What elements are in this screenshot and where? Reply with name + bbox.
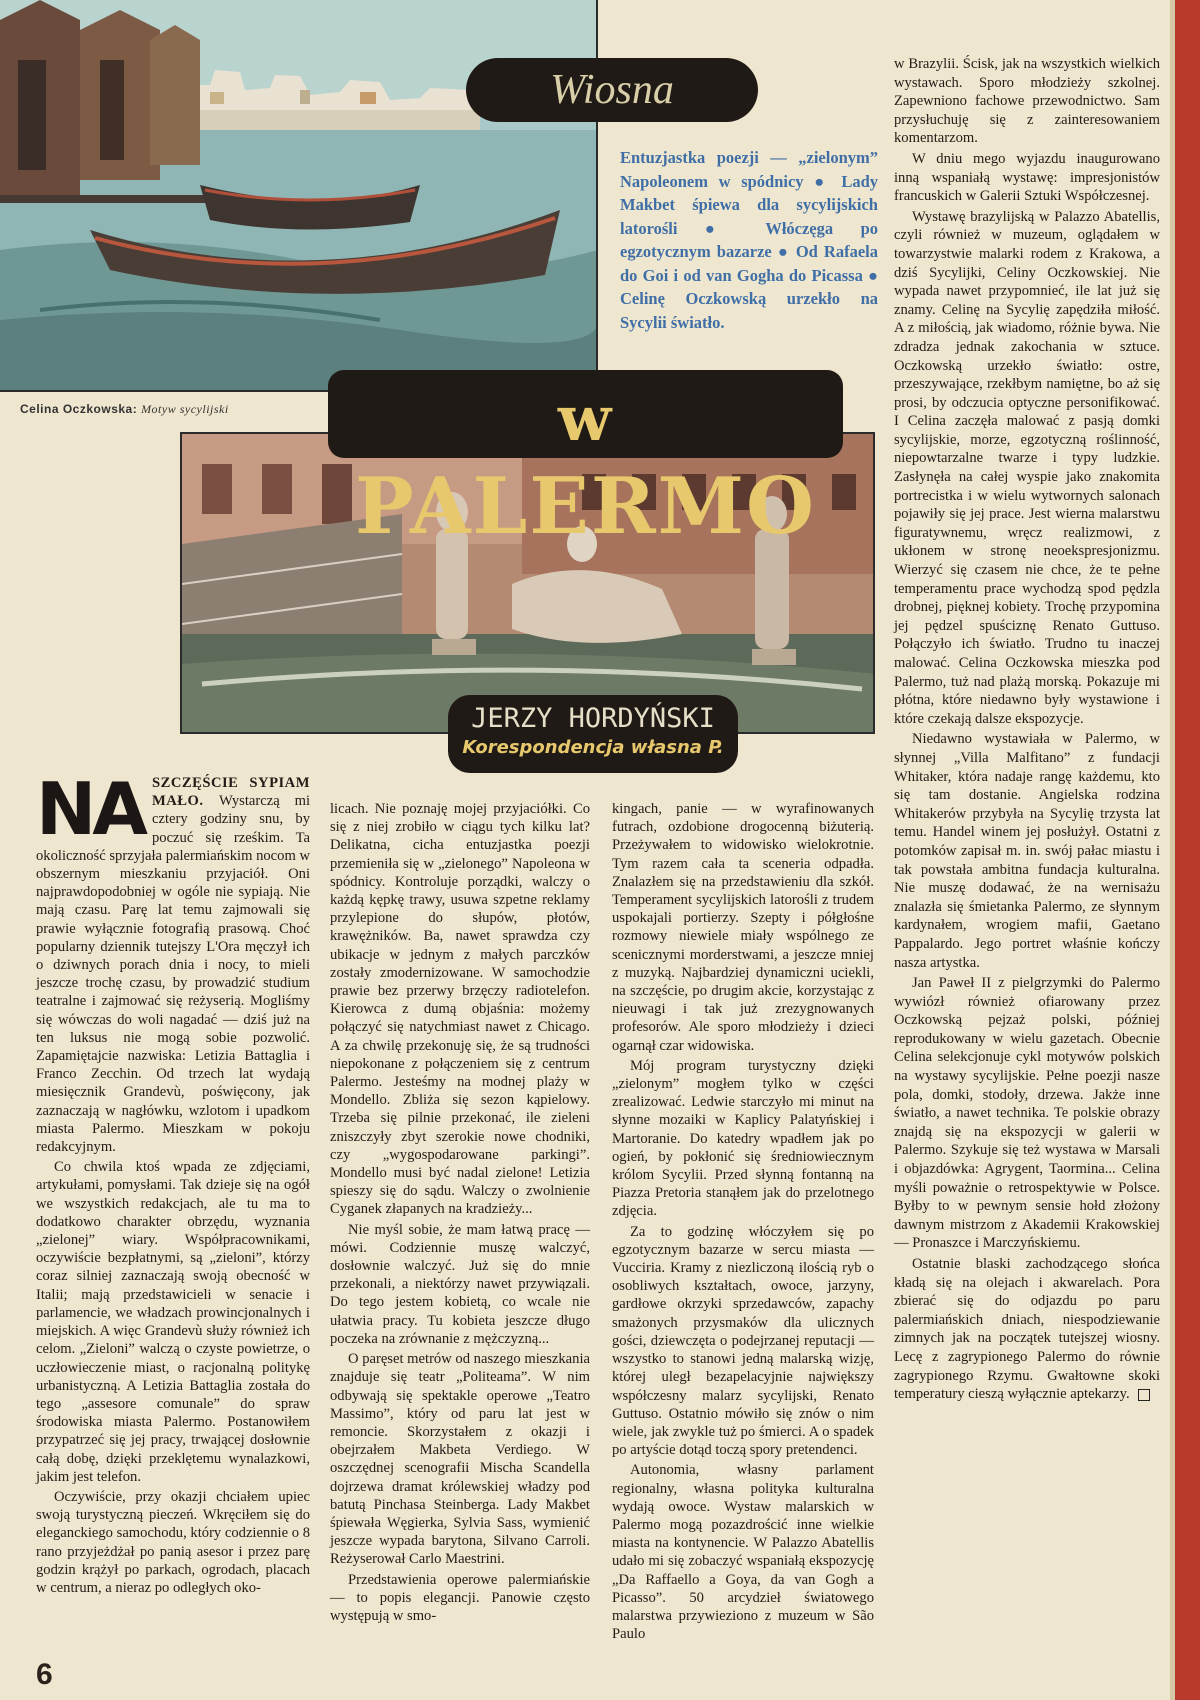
author-name: JERZY HORDYŃSKI: [471, 703, 715, 734]
article-paragraph: W dniu mego wyjazdu inaugurowano inną wspaniałą wystawę: impresjonistów francuskich w Galerii Sztuki Współczesnej.: [894, 150, 1160, 205]
palermo-title: PALERMO: [355, 461, 816, 552]
page-edge-stripe: [1170, 0, 1200, 1700]
article-paragraph: licach. Nie poznaję mojej przyjaciółki. Co się z niej zrobiło w ciągu tych kilku lat? Delikatna, cicha entuzjastka poezji przemieniła się w „zielonego” Napoleona w spódnicy. Kontroluje porządki, walczy o każdą kępkę trawy, usuwa szpetne reklamy przylepione do słupów, płotów, krawężników. Ba, nawet sprawdza czy ubikacje w jednym z małych parczków zostały zmodernizowane. W samochodzie prawie bez przerwy brzęczy radiotelefon. Kierowca z dumą objaśnia: możemy połączyć się natychmiast nawet z Chicago. A za chwilę przekonuję się, że są trudności niepokonane z połączeniem się z centrum Palermo. Jesteśmy na modnej plaży w Mondello. Zbliża się sezon kąpielowy. Trzeba się pilnie przekonać, ile zieleni zniszczyły zbyt szerokie nowe chodniki, czy „wygospodarowane parkingi”. Mondello musi być nadal zielone! Letizia spieszy się do sądu. Walczy o zwolnienie Cyganek złapanych na kradzieży...: [330, 801, 590, 1218]
author-banner: [448, 695, 738, 773]
article-paragraph: Przedstawienia operowe palermiańskie — to popis elegancji. Panowie często występują w smo-: [330, 1571, 590, 1624]
article-column-4: [894, 55, 1160, 1406]
page-number: 6: [36, 1658, 53, 1691]
painting-caption: [20, 402, 229, 417]
wiosna-banner: Wiosna: [466, 58, 758, 122]
closing-text: Ostatnie blaski zachodzącego słońca kładą się na olejach i akwarelach. Pora zbierać się do odjazdu po paru palermiańskich dniach, niespodziewanie zimnych jak na początek tutejszej wiosny. Lecę z zagrypionego Palermo do równie zagrypionego Rzymu. Gwałtowne skoki temperatury cieszą wyłącznie aptekarzy.: [894, 1256, 1160, 1403]
palermo-prefix: w: [557, 382, 614, 455]
article-paragraph: Autonomia, własny parlament regionalny, własna polityka kulturalna wydają owoce. Wystaw malarskich w Palermo mogą pozazdrościć inne wielkie miasta na kontynencie. W Palazzo Abatellis udało mi się zobaczyć wspaniałą ekspozycję „Da Raffaello a Goya, da van Gogh a Picasso”. 50 arcydzieł światowego malarstwa przywieziono z muzeum w São Paulo: [612, 1462, 874, 1643]
article-paragraph: Niedawno wystawiała w Palermo, w słynnej „Villa Malfitano” z fundacji Whitaker, która nadaje rangę każdemu, kto się tam dostanie. Angielska rodzina Whitakerów przybyła na Sycylię trzysta lat temu. Handel winem jej posłużył. Ostatni z potomków zapisał m. in. swój pałac miastu i tak powstała ambitna fundacja kulturalna. Nie muszę dodawać, że na wernisażu znalazła się śmietanka Palermo, ze słynnym kardynałem, wrogiem mafii, Gaetano Pappalardo. Jego portret właśnie kończy nasza artystka.: [894, 731, 1160, 971]
article-paragraph: Jan Paweł II z pielgrzymki do Palermo wywiózł również ofiarowany przez Oczkowską pejzaż polski, później reprodukowany w wielu gazetach. Obecnie Celina selekcjonuje cykl motywów polskich na wystawy sycylijskie. Pełne poezji nasze pola, domki, stodoły, drzewa. Jakże inne światło, a nawet technika. Te polskie obrazy znajdą się na ekspozycji w galerii w Palermo. Szykuje się też wystawa w Marsali i objazdówka: Agrygent, Taormina... Celina myśli poważnie o retrospektywie w Polsce. Byłby to w pewnym sensie hołd złożony dawnym mistrzom z Akademii Krakowskiej — Pronaszce i Marczyńskiemu.: [894, 975, 1160, 1252]
article-paragraph: Za to godzinę włóczyłem się po egzotycznym bazarze w sercu miasta — Vucciria. Kramy z niezliczoną ilością ryb o osobliwych kształtach, owoce, jarzyny, gardłowe okrzyki sprzedawców, zapachy smażonych przysmaków dla ulicznych gości, dziewczęta o podejrzanej reputacji — wszystko to stanowi jedną malarską wizję, której uległ bezapelacyjnie największy współczesny malarz sycylijski, Renato Guttuso. Ostatnio mówiło się znów o nim wiele, jak zwykle tuż po śmierci. A o spadek po artyście dotąd toczą spory pretendenci.: [612, 1223, 874, 1459]
article-paragraph: [894, 1255, 1160, 1404]
opening-caps: SZCZĘŚCIE SYPIAM MAŁO.: [151, 775, 310, 810]
article-paragraph: Mój program turystyczny dzięki „zielonym” mogłem tylko w części zrealizować. Ledwie starczyło mi minut na słynne mozaiki w Kaplicy Palatyńskiej i Martoranie. Do katedry wpadłem jak po ogień, by pokłonić się średniowiecznym królom Sycylii. Przed słynną fontanną na Piazza Pretoria stanąłem jak do przelotnego zdjęcia.: [612, 1057, 874, 1220]
palermo-title-banner: [328, 370, 843, 552]
correspondence-label: Korespondencja własna P.: [462, 737, 724, 758]
article-paragraph: kingach, panie — w wyrafinowanych futrach, ozdobione drogocenną biżuterią. Przeżywałem to widowisko wielokrotnie. Tym razem cała ta sceneria odpadła. Znalazłem się na przedstawieniu dla szkół. Temperament sycylijskich latorośli z trudem uspokajali portierzy. Szepty i półgłośne rozmowy niewiele miały wspólnego ze scenicznymi morderstwami, a jeszcze mniej z muzyką. Najbardziej dynamiczni uciekli, na szczęście, po drugim akcie, korzystając z nieuwagi i tak już zrezygnowanych profesorów. Ale sporo młodzieży i dzieci ogarnął czar widowiska.: [612, 801, 874, 1054]
article-column-1: [36, 767, 310, 1599]
article-paragraph: O paręset metrów od naszego mieszkania znajduje się teatr „Politeama”. W nim odbywają się spektakle operowe „Teatro Massimo”, który od paru lat jest w remoncie. Skorzystałem z okazji i obejrzałem Makbeta Verdiego. W oszczędnej scenografii Mischa Scandella dojrzewa dramat królewskiej władzy pod batutą Pinchasa Steinberga. Lady Makbet śpiewała Węgierka, Sylvia Sass, wymienić jeszcze wypada barytona, Silvano Carroli. Reżyserował Carlo Maestrini.: [330, 1351, 590, 1568]
article-column-2: [330, 800, 590, 1627]
end-mark-icon: [1138, 1389, 1150, 1401]
caption-artist: Celina Oczkowska:: [20, 402, 138, 416]
article-paragraph: Co chwila ktoś wpada ze zdjęciami, artykułami, pomysłami. Tak dzieje się na ogół we wszystkich redakcjach, ale tu ma to dodatkowo charakter obrzędu, wyznania „zielonej” wiary. Współpracownikami, oczywiście bezpłatnymi, są „zieloni”, którzy coraz silniej zaznaczają swoją obecność w Italii; mają przedstawicieli w senacie i parlamencie, we władzach prowincjonalnych i miejskich. A więc Grandevù służy również ich celom. „Zieloni” walczą o czyste powietrze, o uczłowieczenie miast, o racjonalną politykę urbanistyczną. A Letizia Battaglia została do tego „assesore comunale” do spraw środowiska miasta Palermo. Postanowiłem przypatrzeć się jej pracy, trwającej dosłownie całą dobę, dzięki przeklętemu wynalazkowi, jakim jest telefon.: [36, 1159, 310, 1485]
article-paragraph: Wystawę brazylijską w Palazzo Abatellis, czyli również w muzeum, oglądałem w towarzystwie malarki rodem z Krakowa, a dziś Sycylijki, Celiny Oczkowskiej. Nie wypada nawet przypomnieć, ile lat już się znamy. Celinę na Sycylię zapędziła miłość. A z miłością, jak wiadomo, różnie bywa. Nie zdradza jednak zakochania w sztuce. Oczkowską urzekło światło: ostre, przeszywające, rzekłbym namiętne, bo aż się prosi, by odczucia optyczne personifikować. I Celina zaczęła malować z pasją domki sycylijskie, morze, egzotyczną roślinność, niepowtarzalne twarze i typy ludzkie. Zasłynęła na całej wyspie jako znakomita portrecistka i w wielu wytwornych salonach pojawiły się jej prace. Jest wierna malarstwu figuratywnemu, wręcz realizmowi, z ukłonem w stronę neoekspresjonizmu. Wierzyć się czasem nie chce, że te pełne temperamentu prace wychodzą spod pędzla drobnej, pięknej kobiety. Trochę przypomina jej pędzel spuściznę Renato Guttuso. Połączyło ich światło. Trudno tu inaczej malować. Celina Oczkowska mieszka pod Palermo, tuż nad plażą morską. Pokazuje mi płótna, które niedawno były wystawione i które czekają dalsze ekspozycje.: [894, 208, 1160, 727]
opening-text: Wystarczą mi cztery godziny snu, by poczuć się rześkim. Ta okoliczność sprzyjała palermiańskim nocom w obszernym mieszkaniu przyjaciół. Oni najprawdopodobniej w ogóle nie sypiają. Nie mają czasu. Parę lat temu zajmowali się prawie wyłącznie fotografią prasową. Choć popularny dziennik tutejszy L'Ora męczył ich o dziwnych porach dnia i nocy, to mieli jeszcze trochę czasu, by prowadzić studium teatralne i zajmować się reżyserią. Mogliśmy się wówczas do woli nagadać — dziś już na ten luksus nie mogą sobie pozwolić. Zapamiętajcie nazwiska: Letizia Battaglia i Franco Zecchin. Od trzech lat wydają miesięcznik Grandevù, poświęcony, jak zaznaczają w nagłówku, wzlotom i upadkom miasta Palermo. Mieszkam w pokoju redakcyjnym.: [36, 793, 310, 1156]
opening-paragraph: [36, 767, 310, 1156]
lead-paragraph: Entuzjastka poezji — „zielonym” Napoleonem w spódnicy ● Lady Makbet śpiewa dla sycylijskich latorośli ● Włóczęga po egzotycznym bazarze ● Od Rafaela do Goi i od van Gogha do Picassa ● Celinę Oczkowską urzekło na Sycylii światło.: [620, 148, 878, 332]
article-paragraph: w Brazylii. Ścisk, jak na wszystkich wielkich wystawach. Sporo młodzieży szkolnej. Zapewniono fachowe przewodnictwo. Sam przysłuchuję się z zainteresowaniem komentarzom.: [894, 56, 1160, 147]
article-paragraph: Oczywiście, przy okazji chciałem upiec swoją turystyczną pieczeń. Wkręciłem się do eleganckiego samochodu, który codziennie o 8 rano przyjeżdżał po panią asesor i przez parę godzin krążył po parkach, ogrodach, placach w centrum, a nieraz po odległych oko-: [36, 1488, 310, 1596]
caption-title: Motyw sycylijski: [141, 402, 229, 416]
drop-cap: NA: [36, 767, 144, 851]
article-column-3: [612, 800, 874, 1645]
article-paragraph: Nie myśl sobie, że mam łatwą pracę — mówi. Codziennie muszę walczyć, dosłownie walczyć. Już się do mnie przekonali, a niektórzy nawet przywiązali. Do tego jestem kobietą, co wcale nie ułatwia pracy. Tu kobieta jeszcze długo poczeka na zrównanie z mężczyzną...: [330, 1221, 590, 1347]
